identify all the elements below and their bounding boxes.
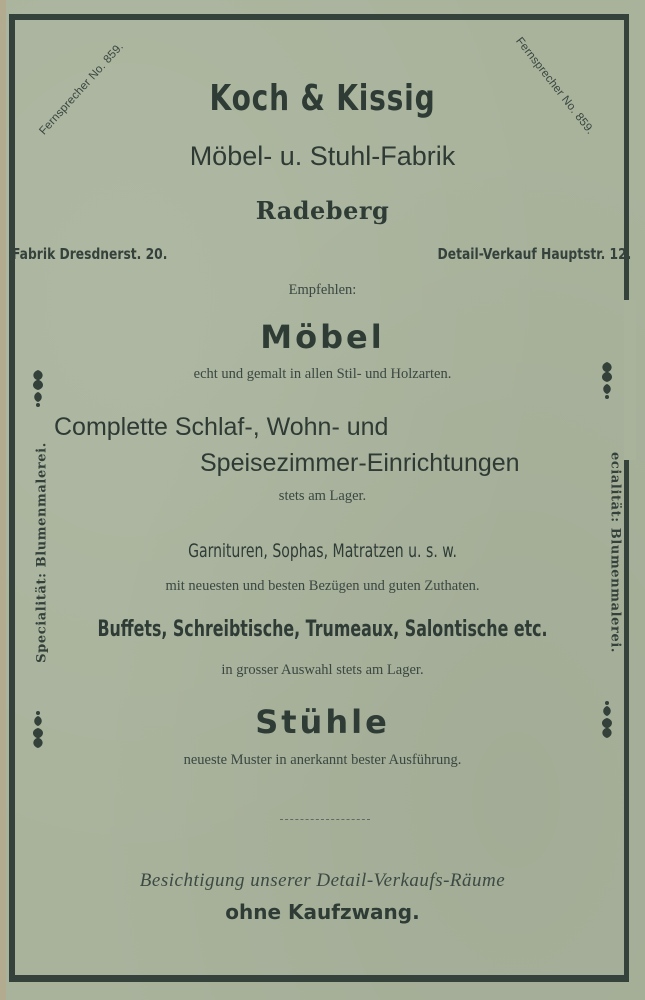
section-description-garnituren: mit neuesten und besten Bezügen und guten Zuthaten. (165, 578, 480, 594)
section-description-buffets: in grosser Auswahl stets am Lager. (221, 662, 424, 678)
visit-invitation: Besichtigung unserer Detail-Verkaufs-Räume (139, 870, 506, 891)
company-name: Koch & Kissig (209, 78, 436, 119)
company-type: Möbel- u. Stuhl-Fabrik (189, 141, 456, 171)
retail-address: Detail-Verkauf Hauptstr. 12. (437, 245, 631, 263)
ornament-left-top-icon (29, 368, 47, 408)
side-text-left: Specialität: Blumenmalerei. (34, 442, 50, 663)
section-heading-moebel: Möbel (260, 318, 385, 356)
section-heading-complete-line1: Complette Schlaf-, Wohn- und (54, 413, 389, 441)
ornament-right-top-icon (598, 360, 616, 400)
ornament-right-bottom-icon (598, 700, 616, 740)
city: Radeberg (255, 196, 390, 225)
section-heading-stuehle: Stühle (255, 703, 390, 741)
recommend-label: Empfehlen: (288, 282, 357, 298)
factory-address: Fabrik Dresdnerst. 20. (12, 245, 168, 263)
phone-number-right: Fernsprecher No. 859. (513, 35, 597, 137)
divider-line (280, 819, 370, 820)
side-text-right: ecialität: Blumenmalerei. (607, 451, 623, 653)
no-obligation-note: ohne Kaufzwang. (225, 900, 420, 924)
section-description-stuehle: neueste Muster in anerkannt bester Ausführung. (183, 752, 462, 768)
phone-number-left: Fernsprecher No. 859. (37, 40, 126, 138)
section-heading-complete-line2: Speisezimmer-Einrichtungen (200, 449, 520, 477)
section-heading-buffets: Buffets, Schreibtische, Trumeaux, Salontische etc. (97, 617, 548, 642)
section-heading-garnituren: Garnituren, Sophas, Matratzen u. s. w. (188, 540, 457, 562)
section-description-moebel: echt und gemalt in allen Stil- und Holzarten. (193, 366, 452, 382)
section-description-complete: stets am Lager. (278, 488, 367, 504)
ornament-left-bottom-icon (29, 710, 47, 750)
